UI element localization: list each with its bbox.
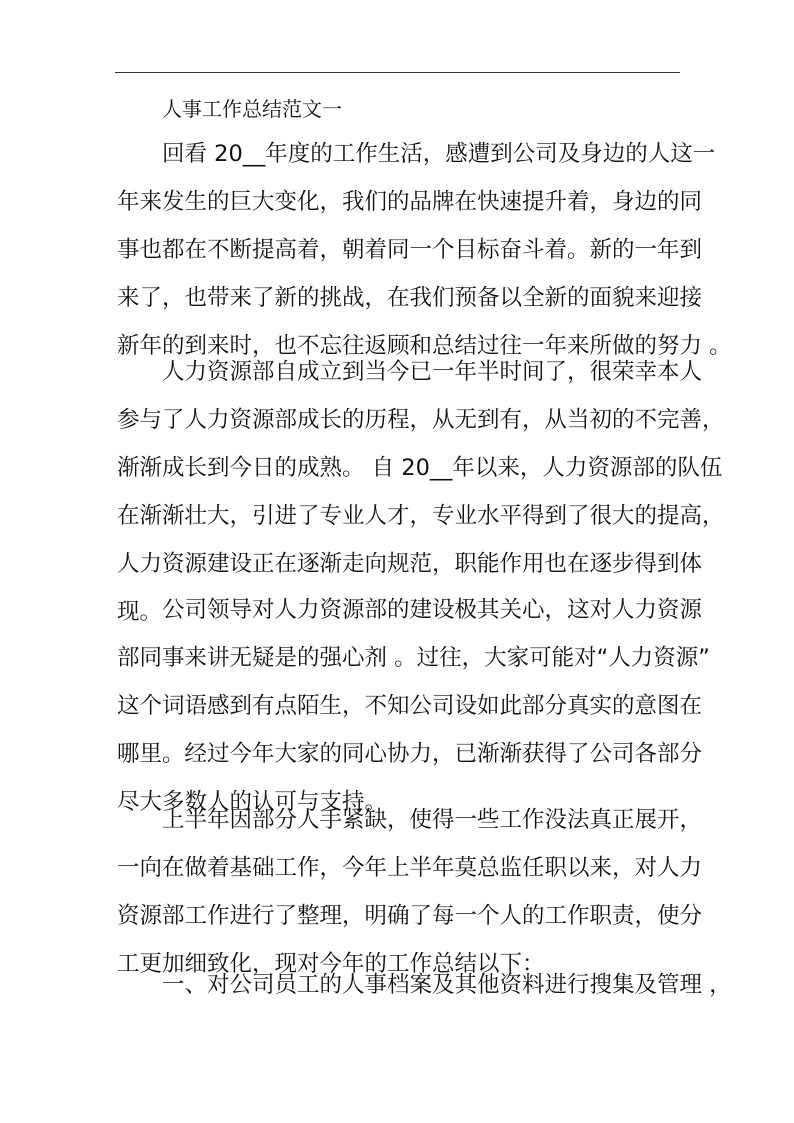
paragraph-1 [117, 130, 732, 370]
paragraph-3 [117, 586, 710, 826]
paragraph-4 [117, 796, 703, 988]
paragraph-line: 资源部工作进行了整理，明确了每一个人的工作职责，使分 [117, 903, 703, 929]
paragraph-line: 来了，也带来了新的挑战，在我们预备以全新的面貌来迎接 [117, 285, 703, 311]
paragraph-line: 上半年因部分人手紧缺，使得一些工作没法真正展开， [162, 807, 703, 833]
paragraph-line: 哪里。经过今年大家的同心协力，已渐渐获得了公司各部分 [117, 741, 703, 767]
paragraph-line: 新年的到来时，也不忘往返顾和总结过往一年来所做的努力 。 [117, 333, 732, 359]
document-title: 人事工作总结范文一 [162, 97, 342, 121]
paragraph-line: 尽大多数人的认可与支持。 [117, 789, 388, 815]
paragraph-line: 在渐渐壮大，引进了专业人才，专业水平得到了很大的提高， [117, 503, 725, 529]
paragraph-line: 工更加细致化，现对今年的工作总结以下： [117, 951, 545, 977]
paragraph-line: 公司领导对人力资源部的建设极其关心，这对人力资源 [162, 597, 703, 623]
header-rule [115, 72, 680, 73]
paragraph-line: 回看 20__年度的工作生活，感遭到公司及身边的人这一 [162, 141, 716, 167]
paragraph-line: 年来发生的巨大变化，我们的品牌在快速提升着，身边的同 [117, 189, 703, 215]
paragraph-line: 这个词语感到有点陌生，不知公司设如此部分真实的意图在 [117, 693, 703, 719]
paragraph-line: 一向在做着基础工作，今年上半年莫总监任职以来，对人力 [117, 855, 703, 881]
paragraph-line: 渐渐成长到今日的成熟。 自 20__年以来，人力资源部的队伍 [117, 455, 723, 481]
paragraph-line: 现。 [117, 599, 163, 625]
paragraph-line: 事也都在不断提高着，朝着同一个目标奋斗着。新的一年到 [117, 237, 703, 263]
paragraph-5 [117, 961, 732, 1009]
paragraph-line: 一、对公司员工的人事档案及其他资料进行搜集及管理 ， [162, 972, 732, 998]
paragraph-line: 人力资源部自成立到当今已一年半时间了，很荣幸本人 [162, 359, 703, 385]
paragraph-line: 参与了人力资源部成长的历程，从无到有，从当初的不完善， [117, 407, 725, 433]
paragraph-line: 部同事来讲无疑是的强心剂 。过往，大家可能对“人力资源” [117, 645, 710, 671]
paragraph-line: 人力资源建设正在逐渐走向规范，职能作用也在逐步得到体 [117, 551, 703, 577]
